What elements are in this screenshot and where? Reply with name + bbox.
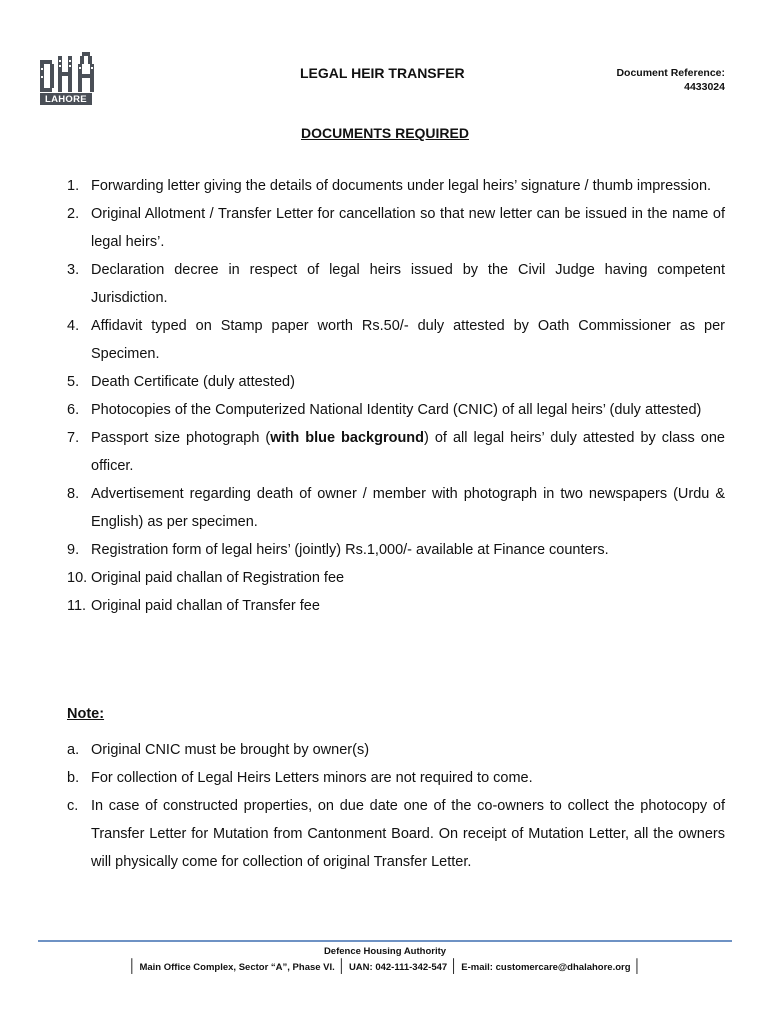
note-heading: Note: bbox=[67, 706, 105, 722]
item-text: Affidavit typed on Stamp paper worth Rs.50/- duly attested by Oath Commissioner as per Specimen. bbox=[91, 318, 725, 362]
list-item bbox=[67, 592, 725, 620]
document-reference bbox=[616, 66, 725, 94]
list-item bbox=[67, 480, 725, 536]
item-number: 4. bbox=[67, 318, 80, 334]
item-text: Photocopies of the Computerized National Identity Card (CNIC) of all legal heirs’ (duly attested) bbox=[91, 402, 702, 418]
item-text: Death Certificate (duly attested) bbox=[91, 374, 295, 390]
notes-list bbox=[67, 736, 725, 876]
item-number: 5. bbox=[67, 374, 80, 390]
item-text: Declaration decree in respect of legal heirs issued by the Civil Judge having competent Jurisdiction. bbox=[91, 262, 725, 306]
note-text: In case of constructed properties, on due date one of the co-owners to collect the photocopy of Transfer Letter for Mutation from Cantonment Board. On receipt of Mutation Letter, all the owners will physically come for collection of original Transfer Letter. bbox=[91, 798, 725, 870]
item-text: Registration form of legal heirs’ (jointly) Rs.1,000/- available at Finance counters. bbox=[91, 542, 609, 558]
list-item bbox=[67, 312, 725, 368]
separator: │ bbox=[633, 958, 642, 973]
note-item bbox=[67, 764, 725, 792]
item-number: 10. bbox=[67, 570, 88, 586]
footer-email: E-mail: customercare@dhalahore.org bbox=[461, 962, 631, 973]
separator: │ bbox=[450, 958, 459, 973]
documents-heading: DOCUMENTS REQUIRED bbox=[300, 125, 469, 141]
dha-logo-icon bbox=[38, 50, 100, 94]
list-item bbox=[67, 200, 725, 256]
item-text-after: ) of all legal heirs’ duly attested by class one officer. bbox=[91, 430, 725, 474]
footer-divider bbox=[38, 940, 732, 942]
logo-city-label: LAHORE bbox=[40, 93, 92, 105]
list-item bbox=[67, 396, 725, 424]
documents-list bbox=[67, 172, 725, 620]
note-text: For collection of Legal Heirs Letters minors are not required to come. bbox=[91, 770, 533, 786]
reference-label: Document Reference: bbox=[616, 67, 725, 79]
footer-address: Main Office Complex, Sector “A”, Phase VI. bbox=[139, 962, 335, 973]
list-item bbox=[67, 172, 725, 200]
item-text-before: Passport size photograph ( bbox=[91, 430, 271, 446]
item-number: 2. bbox=[67, 206, 80, 222]
list-item bbox=[67, 256, 725, 312]
note-letter: b. bbox=[67, 770, 80, 786]
item-text: Advertisement regarding death of owner / member with photograph in two newspapers (Urdu & English) as per specimen. bbox=[91, 486, 725, 530]
separator: │ bbox=[337, 958, 346, 973]
footer-organization: Defence Housing Authority bbox=[323, 946, 447, 957]
list-item bbox=[67, 424, 725, 480]
item-text: Original paid challan of Transfer fee bbox=[91, 598, 320, 614]
note-letter: a. bbox=[67, 742, 80, 758]
item-number: 7. bbox=[67, 430, 80, 446]
separator: │ bbox=[128, 958, 137, 973]
footer-uan: UAN: 042-111-342-547 bbox=[348, 962, 448, 973]
note-text: Original CNIC must be brought by owner(s) bbox=[91, 742, 370, 758]
footer-contact bbox=[0, 958, 770, 973]
note-letter: c. bbox=[67, 798, 79, 814]
item-text: Original paid challan of Registration fee bbox=[91, 570, 345, 586]
item-number: 3. bbox=[67, 262, 80, 278]
item-number: 1. bbox=[67, 178, 80, 194]
item-number: 9. bbox=[67, 542, 80, 558]
list-item bbox=[67, 368, 725, 396]
reference-number: 4433024 bbox=[684, 81, 725, 93]
item-number: 6. bbox=[67, 402, 80, 418]
item-text: Original Allotment / Transfer Letter for cancellation so that new letter can be issued in the name of legal heirs’. bbox=[91, 206, 725, 250]
page-title: LEGAL HEIR TRANSFER bbox=[300, 65, 465, 81]
list-item bbox=[67, 536, 725, 564]
list-item bbox=[67, 564, 725, 592]
item-text-bold: with blue background bbox=[270, 430, 425, 446]
note-item bbox=[67, 736, 725, 764]
item-text: Forwarding letter giving the details of documents under legal heirs’ signature / thumb impression. bbox=[91, 178, 712, 194]
note-item bbox=[67, 792, 725, 876]
item-number: 11. bbox=[67, 598, 87, 614]
item-number: 8. bbox=[67, 486, 80, 502]
